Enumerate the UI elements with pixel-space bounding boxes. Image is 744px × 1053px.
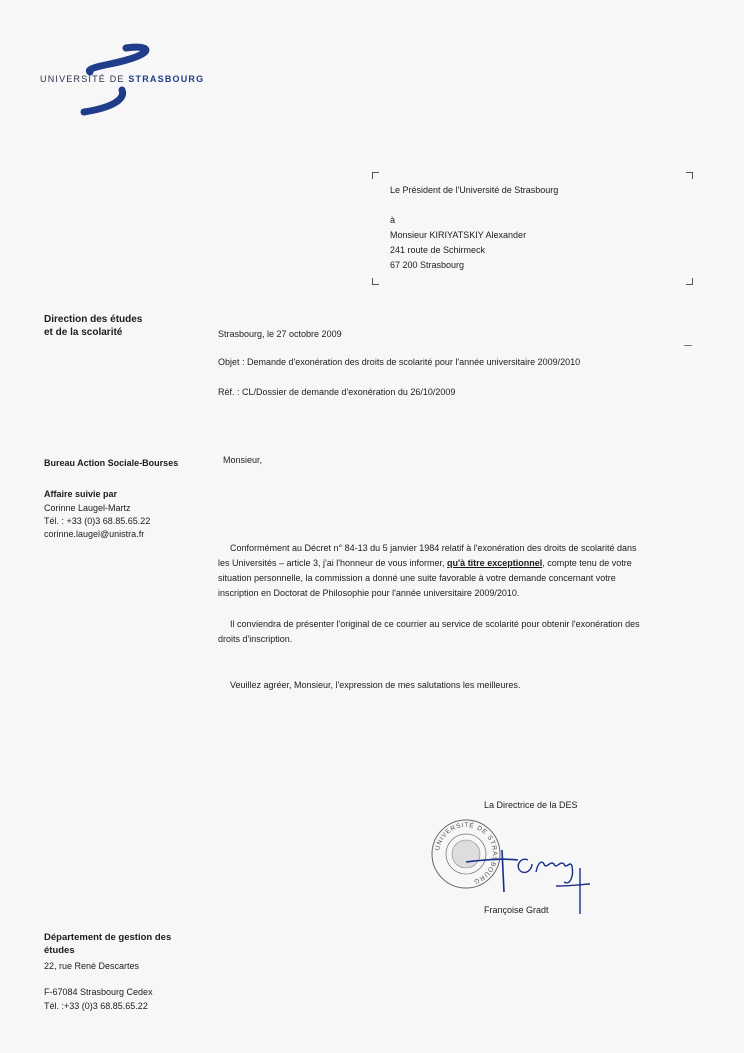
department-title-line1: Direction des études <box>44 314 143 325</box>
footer-title-line1: Département de gestion des <box>44 932 172 943</box>
case-email: corinne.laugel@unistra.fr <box>44 529 145 539</box>
margin-dash <box>684 345 692 346</box>
address-corner-tr <box>686 172 693 179</box>
p2-line2: droits d'inscription. <box>218 634 293 644</box>
case-name: Corinne Laugel-Martz <box>44 503 131 513</box>
stamp-text: UNIVERSITÉ DE STRASBOURG <box>434 821 499 885</box>
recipient-city: 67 200 Strasbourg <box>390 260 465 270</box>
logo-text-prefix: UNIVERSITÉ DE <box>40 74 129 84</box>
address-corner-bl <box>372 278 379 285</box>
footer-phone: Tél. :+33 (0)3 68.85.65.22 <box>44 1001 148 1011</box>
p1-line2-b: , compte tenu de votre <box>542 558 632 568</box>
paragraph-1 <box>218 541 696 601</box>
signer-title: La Directrice de la DES <box>484 800 578 810</box>
paragraph-2 <box>218 617 696 647</box>
footer-title-line2: études <box>44 945 75 956</box>
department-title-line2: et de la scolarité <box>44 327 123 338</box>
sender-line: Le Président de l'Université de Strasbourg <box>390 185 559 195</box>
reference-line: Réf. : CL/Dossier de demande d'exonération du 26/10/2009 <box>218 387 456 397</box>
case-phone: Tél. : +33 (0)3 68.85.65.22 <box>44 516 151 526</box>
bureau-title: Bureau Action Sociale-Bourses <box>44 458 179 468</box>
recipient-name: Monsieur KIRIYATSKIY Alexander <box>390 230 527 240</box>
department-title <box>44 313 142 339</box>
date-line: Strasbourg, le 27 octobre 2009 <box>218 329 342 339</box>
p1-line3: situation personnelle, la commission a donné une suite favorable à votre demande concernant votre <box>218 573 616 583</box>
address-corner-tl <box>372 172 379 179</box>
salutation: Monsieur, <box>223 455 263 465</box>
closing-line: Veuillez agréer, Monsieur, l'expression de mes salutations les meilleures. <box>230 680 521 690</box>
address-corner-br <box>686 278 693 285</box>
footer-city: F-67084 Strasbourg Cedex <box>44 987 153 997</box>
university-logo-text <box>40 74 204 84</box>
p1-line2-a: les Universités – article 3, j'ai l'honneur de vous informer, <box>218 558 448 568</box>
footer-street: 22, rue René Descartes <box>44 961 140 971</box>
p2-line1: Il conviendra de présenter l'original de ce courrier au service de scolarité pour obtenir l'exonération des <box>230 619 640 629</box>
subject-line: Objet : Demande d'exonération des droits de scolarité pour l'année universitaire 2009/2010 <box>218 357 581 367</box>
logo-text-name: STRASBOURG <box>128 74 205 84</box>
p1-emphasis: qu'à titre exceptionnel <box>447 558 543 568</box>
case-label: Affaire suivie par <box>44 489 118 499</box>
p1-line1: Conformément au Décret n° 84-13 du 5 janvier 1984 relatif à l'exonération des droits de scolarité dans <box>230 543 637 553</box>
signer-name: Françoise Gradt <box>484 905 549 915</box>
footer-department-title <box>44 931 171 957</box>
recipient-to: à <box>390 215 396 225</box>
p1-line4: inscription en Doctorat de Philosophie pour l'année universitaire 2009/2010. <box>218 588 520 598</box>
recipient-street: 241 route de Schirmeck <box>390 245 486 255</box>
